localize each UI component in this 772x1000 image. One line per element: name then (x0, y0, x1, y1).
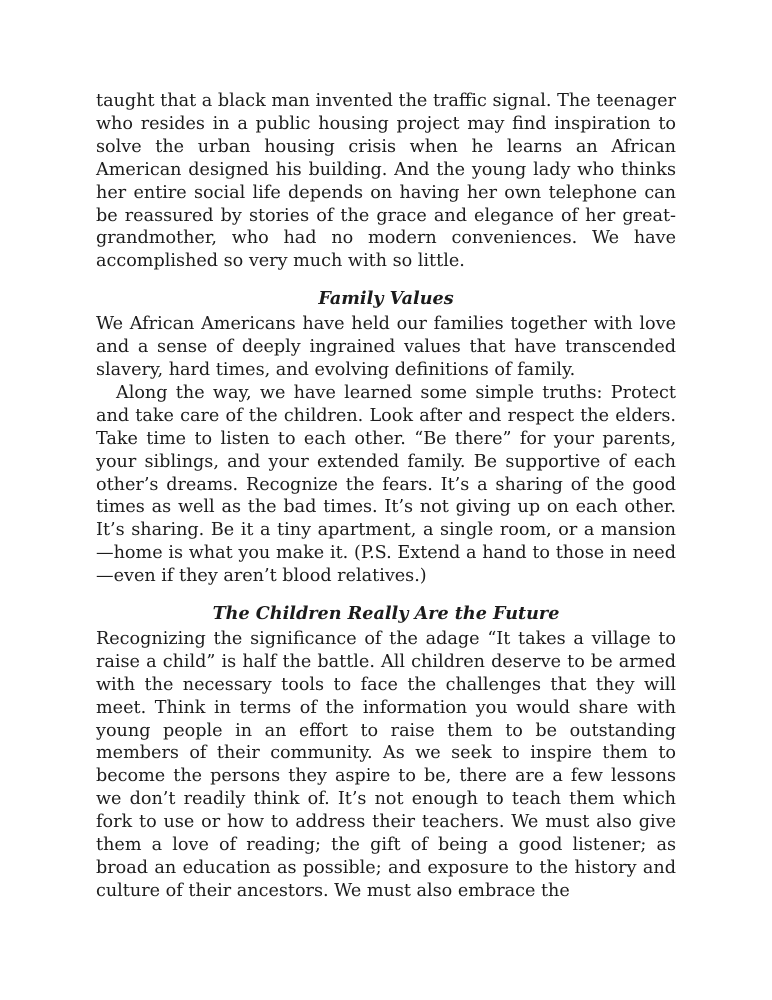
body-paragraph-children-future: Recognizing the significance of the adage “It takes a village to raise a child” is half the battle. All children deserve to be armed with the necessary tools to face the challenges that they will meet. Think in terms of the information you would share with young people in an effort to raise them to be outstanding members of their community. As we seek to inspire them to become the persons they aspire to be, there are a few lessons we don’t readily think of. It’s not enough to teach them which fork to use or how to address their teachers. We must also give them a love of reading; the gift of being a good listener; as broad an education as possible; and exposure to the history and culture of their ancestors. We must also embrace the (96, 628, 676, 901)
document-page (96, 90, 676, 903)
section-heading-children-future: The Children Really Are the Future (212, 603, 560, 625)
body-paragraph-simple-truths: Along the way, we have learned some simple truths: Protect and take care of the children. Look after and respect the elders. Take time to listen to each other. “Be there” for your parents, your siblings, and your extended family. Be supportive of each other’s dreams. Recognize the fears. It’s a sharing of the good times as well as the bad times. It’s not giving up on each other. It’s sharing. Be it a tiny apartment, a single room, or a mansion—home is what you make it. (P.S. Extend a hand to those in need—even if they aren’t blood relatives.) (96, 382, 676, 587)
section-heading-family-values: Family Values (318, 288, 454, 310)
body-paragraph-family-values: We African Americans have held our families together with love and a sense of deeply ingrained values that have transcended slavery, hard times, and evolving definitions of family. (96, 314, 676, 380)
body-paragraph-continuation: taught that a black man invented the traffic signal. The teenager who resides in a public housing project may find inspiration to solve the urban housing crisis when he learns an African American designed his building. And the young lady who thinks her entire social life depends on having her own telephone can be reassured by stories of the grace and elegance of her great-grandmother, who had no modern conveniences. We have accomplished so very much with so little. (96, 91, 676, 272)
